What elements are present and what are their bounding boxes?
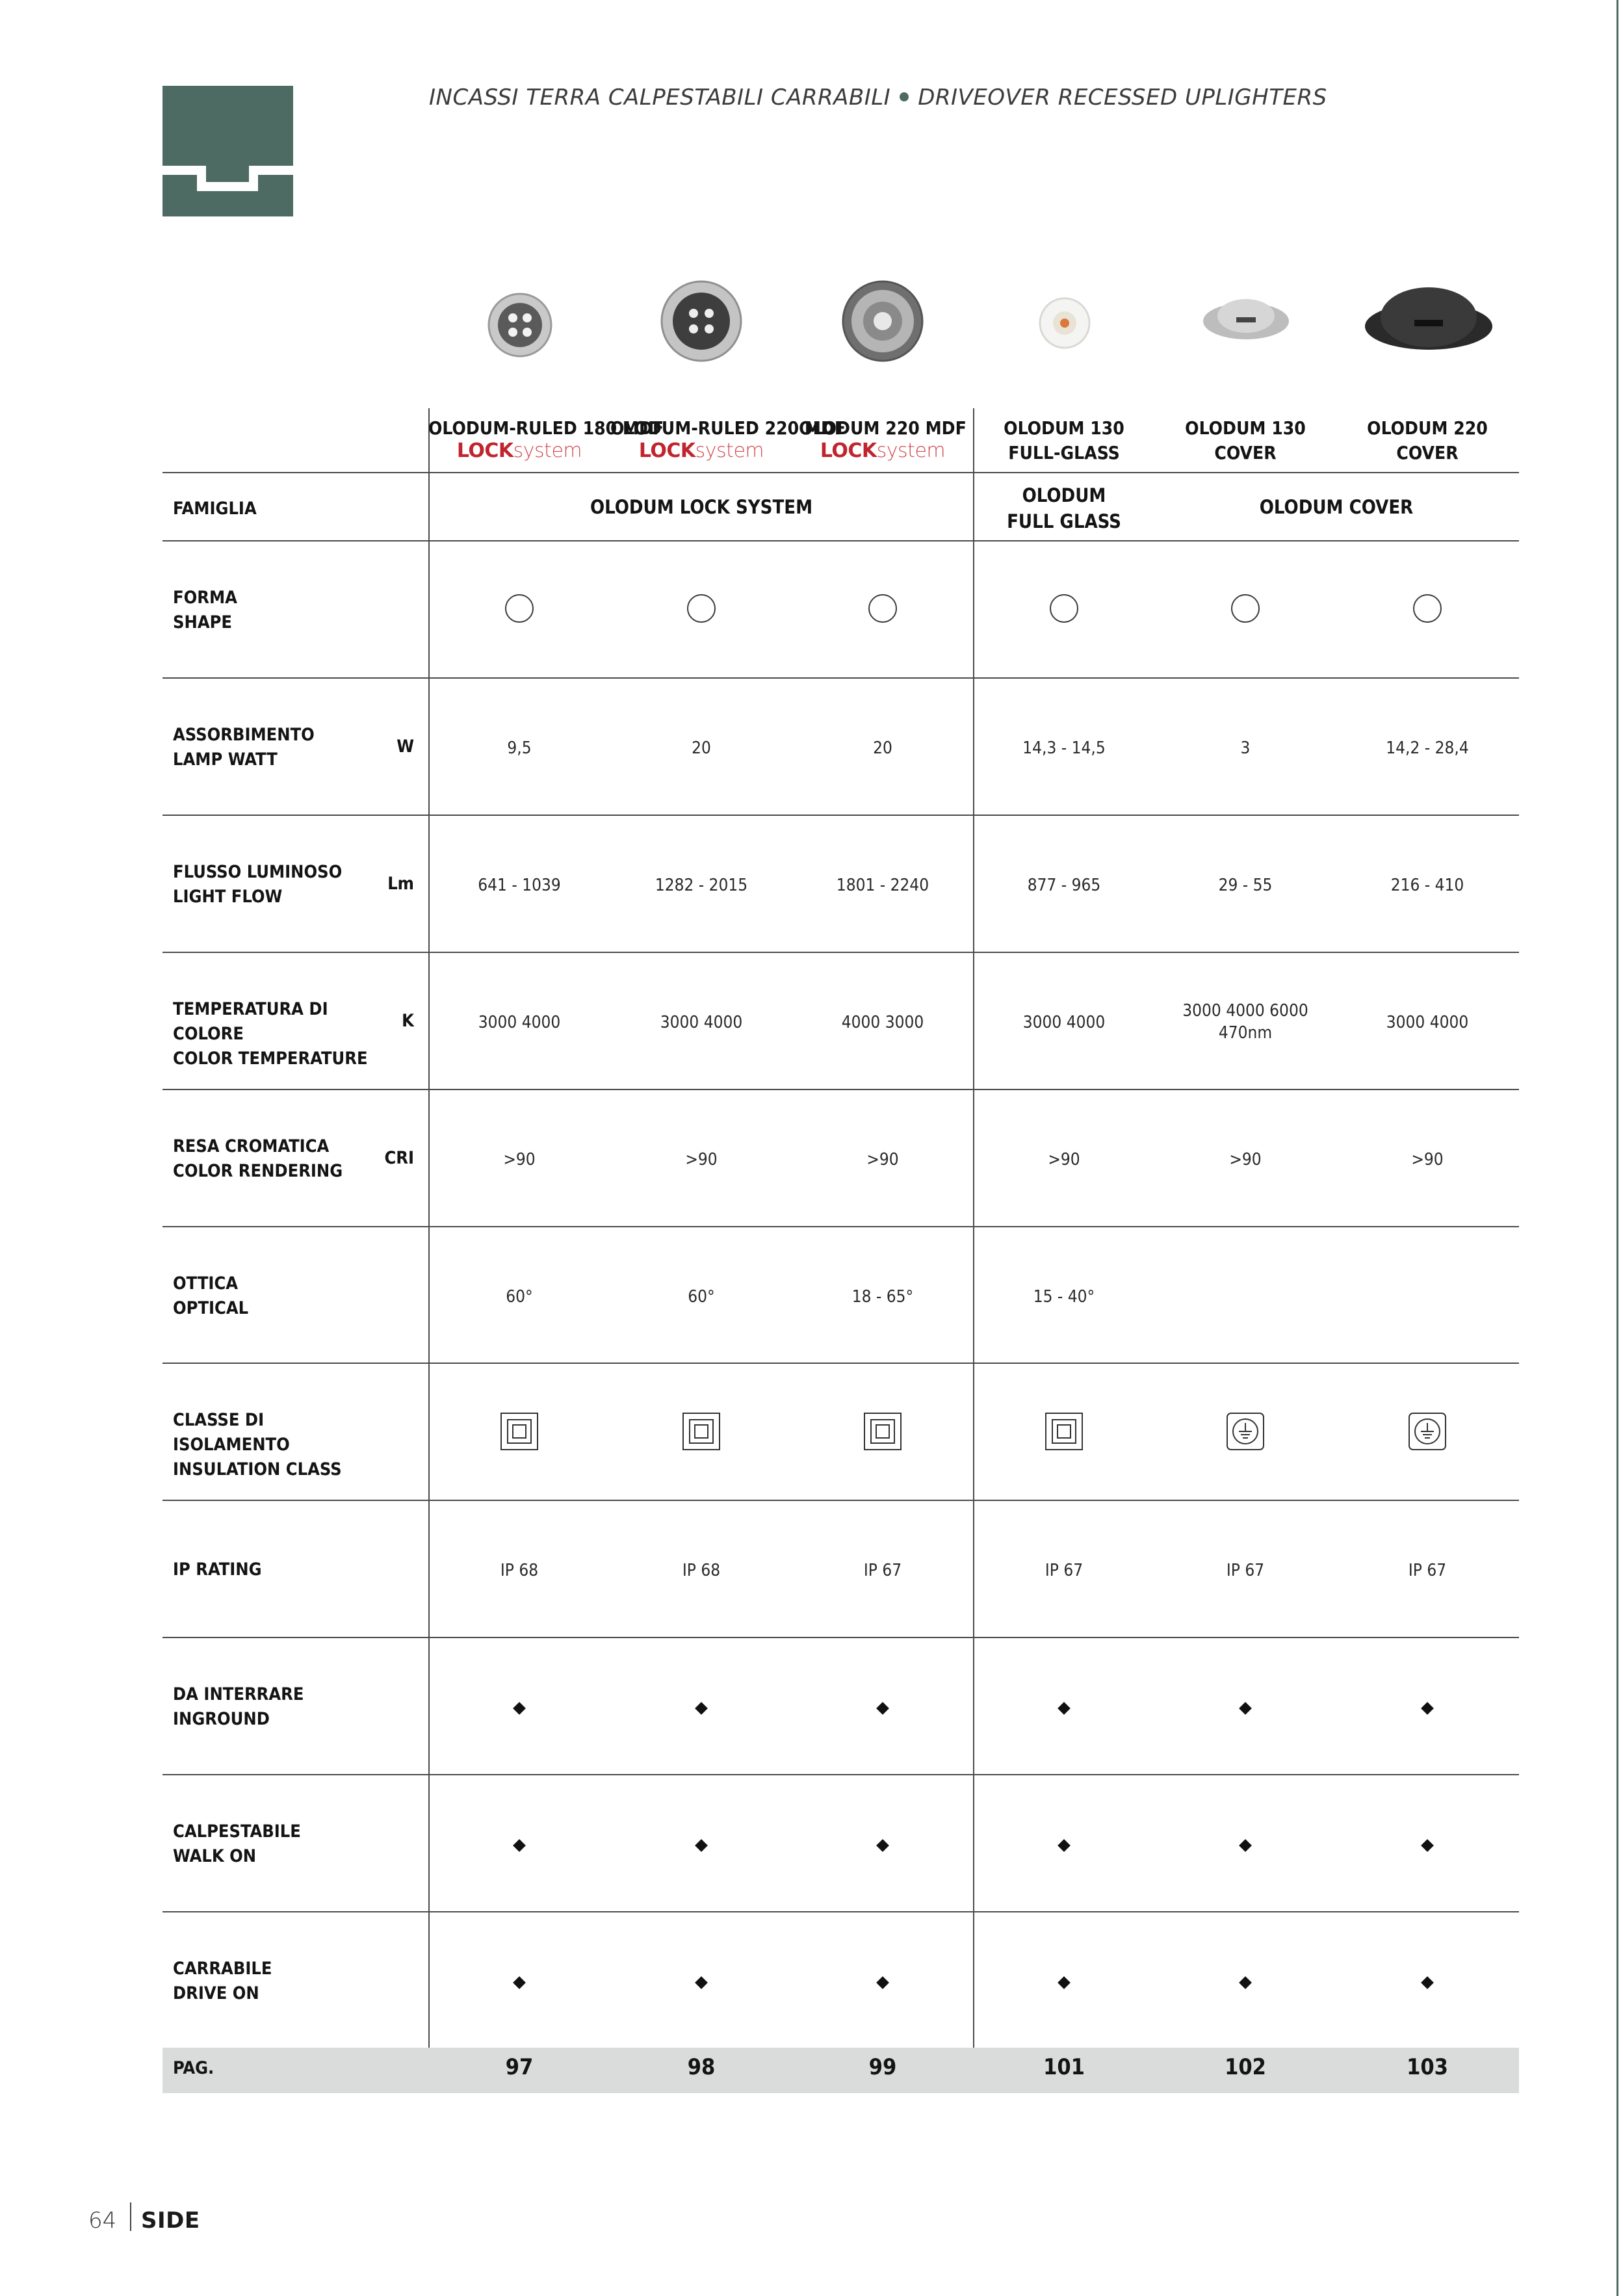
table-row-divider (162, 472, 1519, 473)
check-diamond-icon (1058, 1976, 1071, 1989)
product-name-line2: COVER (1396, 442, 1459, 463)
shape-circle-icon (868, 594, 897, 623)
table-divider-middle (973, 408, 974, 2048)
product-image-olodum-ruled-220 (660, 280, 743, 363)
table-row-divider (162, 1911, 1519, 1912)
product-name: OLODUM-RULED 180 MDF (428, 417, 664, 439)
row-label-ottica: OTTICA OPTICAL (173, 1273, 249, 1318)
table-row-divider (162, 677, 1519, 679)
check-diamond-icon (1239, 1976, 1252, 1989)
shape-circle-icon (1050, 594, 1078, 623)
check-diamond-icon (1421, 1839, 1434, 1852)
cell-cri: >90 (1411, 1150, 1444, 1169)
product-name-line2: COVER (1214, 442, 1277, 463)
class-iii-icon (1045, 1413, 1083, 1450)
family-group-cover: OLODUM COVER (1259, 496, 1414, 518)
cell-color-temperature: 3000 4000 (1022, 1013, 1106, 1032)
product-name: OLODUM 220 (1367, 417, 1488, 439)
row-label-calpestabile: CALPESTABILE WALK ON (173, 1821, 301, 1866)
shape-circle-icon (1231, 594, 1260, 623)
cell-color-temperature: 3000 4000 6000 470nm (1182, 1001, 1308, 1043)
lock-system-logo: LOCKsystem (456, 439, 582, 462)
page-reference-link[interactable]: 103 (1407, 2054, 1448, 2080)
check-diamond-icon (513, 1702, 526, 1715)
class-iii-icon (682, 1413, 720, 1450)
table-row-divider (162, 815, 1519, 816)
check-diamond-icon (695, 1976, 708, 1989)
row-label-assorbimento: ASSORBIMENTO LAMP WATT (173, 725, 315, 770)
row-label-temperatura: TEMPERATURA DI COLORE COLOR TEMPERATURE (173, 999, 368, 1069)
check-diamond-icon (695, 1702, 708, 1715)
page-header-title (429, 85, 1404, 117)
cell-cri: >90 (685, 1150, 718, 1169)
table-row-divider (162, 1089, 1519, 1090)
footer-brand: SIDE (141, 2208, 200, 2234)
class-i-earth-icon (1227, 1413, 1264, 1450)
cell-cri: >90 (866, 1150, 899, 1169)
row-label-da-interrare: DA INTERRARE INGROUND (173, 1684, 304, 1729)
page-edge-line (1617, 0, 1618, 2296)
product-name: OLODUM 130 (1185, 417, 1306, 439)
bullet-dot-icon (900, 92, 909, 101)
section-logo-icon (162, 86, 293, 216)
table-row-divider (162, 540, 1519, 541)
cell-watt: 20 (873, 738, 892, 758)
cell-ip-rating: IP 68 (682, 1561, 721, 1580)
column-header-product-2 (610, 416, 846, 462)
product-image-olodum-220 (841, 280, 924, 363)
row-label-famiglia: FAMIGLIA (173, 499, 257, 519)
table-divider-left (428, 408, 430, 2048)
footer-separator (130, 2202, 131, 2231)
check-diamond-icon (876, 1839, 889, 1852)
page-reference-link[interactable]: 102 (1225, 2054, 1266, 2080)
page-reference-link[interactable]: 99 (868, 2054, 897, 2080)
unit-kelvin: K (402, 1011, 414, 1031)
cell-watt: 3 (1240, 738, 1251, 758)
table-row-divider (162, 1363, 1519, 1364)
class-i-earth-icon (1409, 1413, 1446, 1450)
check-diamond-icon (1239, 1839, 1252, 1852)
shape-circle-icon (1413, 594, 1442, 623)
row-label-flusso: FLUSSO LUMINOSO LIGHT FLOW (173, 862, 343, 907)
page-reference-link[interactable]: 98 (687, 2054, 716, 2080)
check-diamond-icon (1421, 1976, 1434, 1989)
cell-watt: 14,2 - 28,4 (1386, 738, 1469, 758)
row-label-carrabile: CARRABILE DRIVE ON (173, 1959, 272, 2003)
cell-light-flow: 641 - 1039 (478, 876, 561, 895)
cell-ip-rating: IP 67 (1408, 1561, 1447, 1580)
class-iii-icon (864, 1413, 902, 1450)
product-image-olodum-220-cover (1364, 281, 1494, 359)
check-diamond-icon (1058, 1702, 1071, 1715)
table-row-divider (162, 1500, 1519, 1501)
table-row-divider (162, 1637, 1519, 1638)
family-group-lock-system: OLODUM LOCK SYSTEM (590, 496, 813, 518)
product-name: OLODUM 220 MDF (799, 417, 967, 439)
unit-lumen: Lm (387, 874, 414, 894)
product-image-olodum-130-full-glass (1037, 296, 1092, 350)
check-diamond-icon (876, 1976, 889, 1989)
table-row-divider (162, 1774, 1519, 1775)
cell-light-flow: 1282 - 2015 (655, 876, 748, 895)
cell-optical: 18 - 65° (851, 1287, 914, 1307)
check-diamond-icon (1058, 1839, 1071, 1852)
check-diamond-icon (1239, 1702, 1252, 1715)
row-label-forma: FORMA SHAPE (173, 588, 237, 633)
cell-optical: 60° (506, 1287, 533, 1307)
class-iii-icon (500, 1413, 538, 1450)
unit-watt: W (396, 737, 414, 757)
footer-page-number: 64 (88, 2208, 117, 2234)
page-reference-link[interactable]: 97 (505, 2054, 534, 2080)
header-title-english: DRIVEOVER RECESSED UPLIGHTERS (918, 85, 1327, 111)
lock-system-logo: LOCKsystem (638, 439, 764, 462)
cell-watt: 9,5 (507, 738, 532, 758)
cell-cri: >90 (503, 1150, 536, 1169)
check-diamond-icon (513, 1839, 526, 1852)
cell-color-temperature: 3000 4000 (660, 1013, 743, 1032)
row-label-ip-rating: IP RATING (173, 1559, 262, 1580)
check-diamond-icon (695, 1839, 708, 1852)
cell-color-temperature: 3000 4000 (1386, 1013, 1469, 1032)
cell-color-temperature: 3000 4000 (478, 1013, 561, 1032)
check-diamond-icon (1421, 1702, 1434, 1715)
check-diamond-icon (513, 1976, 526, 1989)
cell-optical: 60° (688, 1287, 715, 1307)
product-image-olodum-ruled-180 (486, 291, 554, 359)
cell-watt: 20 (692, 738, 711, 758)
shape-circle-icon (687, 594, 716, 623)
product-image-olodum-130-cover (1201, 291, 1291, 343)
cell-light-flow: 877 - 965 (1027, 876, 1101, 895)
page-reference-link[interactable]: 101 (1043, 2054, 1085, 2080)
column-header-product-3 (792, 416, 974, 462)
cell-optical: 15 - 40° (1033, 1287, 1095, 1307)
column-header-product-1 (428, 416, 664, 462)
cell-ip-rating: IP 68 (500, 1561, 539, 1580)
column-header-product-5 (1154, 416, 1336, 465)
cell-cri: >90 (1048, 1150, 1080, 1169)
row-label-resa-cromatica: RESA CROMATICA COLOR RENDERING (173, 1136, 343, 1181)
product-name: OLODUM-RULED 220 MDF (610, 417, 846, 439)
product-name: OLODUM 130 (1004, 417, 1124, 439)
cell-light-flow: 29 - 55 (1218, 876, 1273, 895)
cell-watt: 14,3 - 14,5 (1022, 738, 1106, 758)
cell-color-temperature: 4000 3000 (841, 1013, 924, 1032)
cell-light-flow: 216 - 410 (1390, 876, 1464, 895)
shape-circle-icon (505, 594, 534, 623)
table-row-divider (162, 952, 1519, 953)
check-diamond-icon (876, 1702, 889, 1715)
row-label-classe-isolamento: CLASSE DI ISOLAMENTO INSULATION CLASS (173, 1410, 342, 1480)
cell-light-flow: 1801 - 2240 (836, 876, 929, 895)
lock-system-logo: LOCKsystem (820, 439, 946, 462)
column-header-product-6 (1336, 416, 1518, 465)
cell-cri: >90 (1229, 1150, 1262, 1169)
cell-ip-rating: IP 67 (863, 1561, 902, 1580)
cell-ip-rating: IP 67 (1045, 1561, 1084, 1580)
product-name-line2: FULL-GLASS (1008, 442, 1120, 463)
column-header-product-4 (973, 416, 1155, 465)
header-title-italian: INCASSI TERRA CALPESTABILI CARRABILI (429, 85, 891, 111)
unit-cri: CRI (384, 1148, 414, 1168)
table-row-divider (162, 1226, 1519, 1227)
family-group-full-glass: OLODUM FULL GLASS (1007, 484, 1121, 532)
row-label-pag: PAG. (173, 2058, 214, 2078)
cell-ip-rating: IP 67 (1226, 1561, 1265, 1580)
